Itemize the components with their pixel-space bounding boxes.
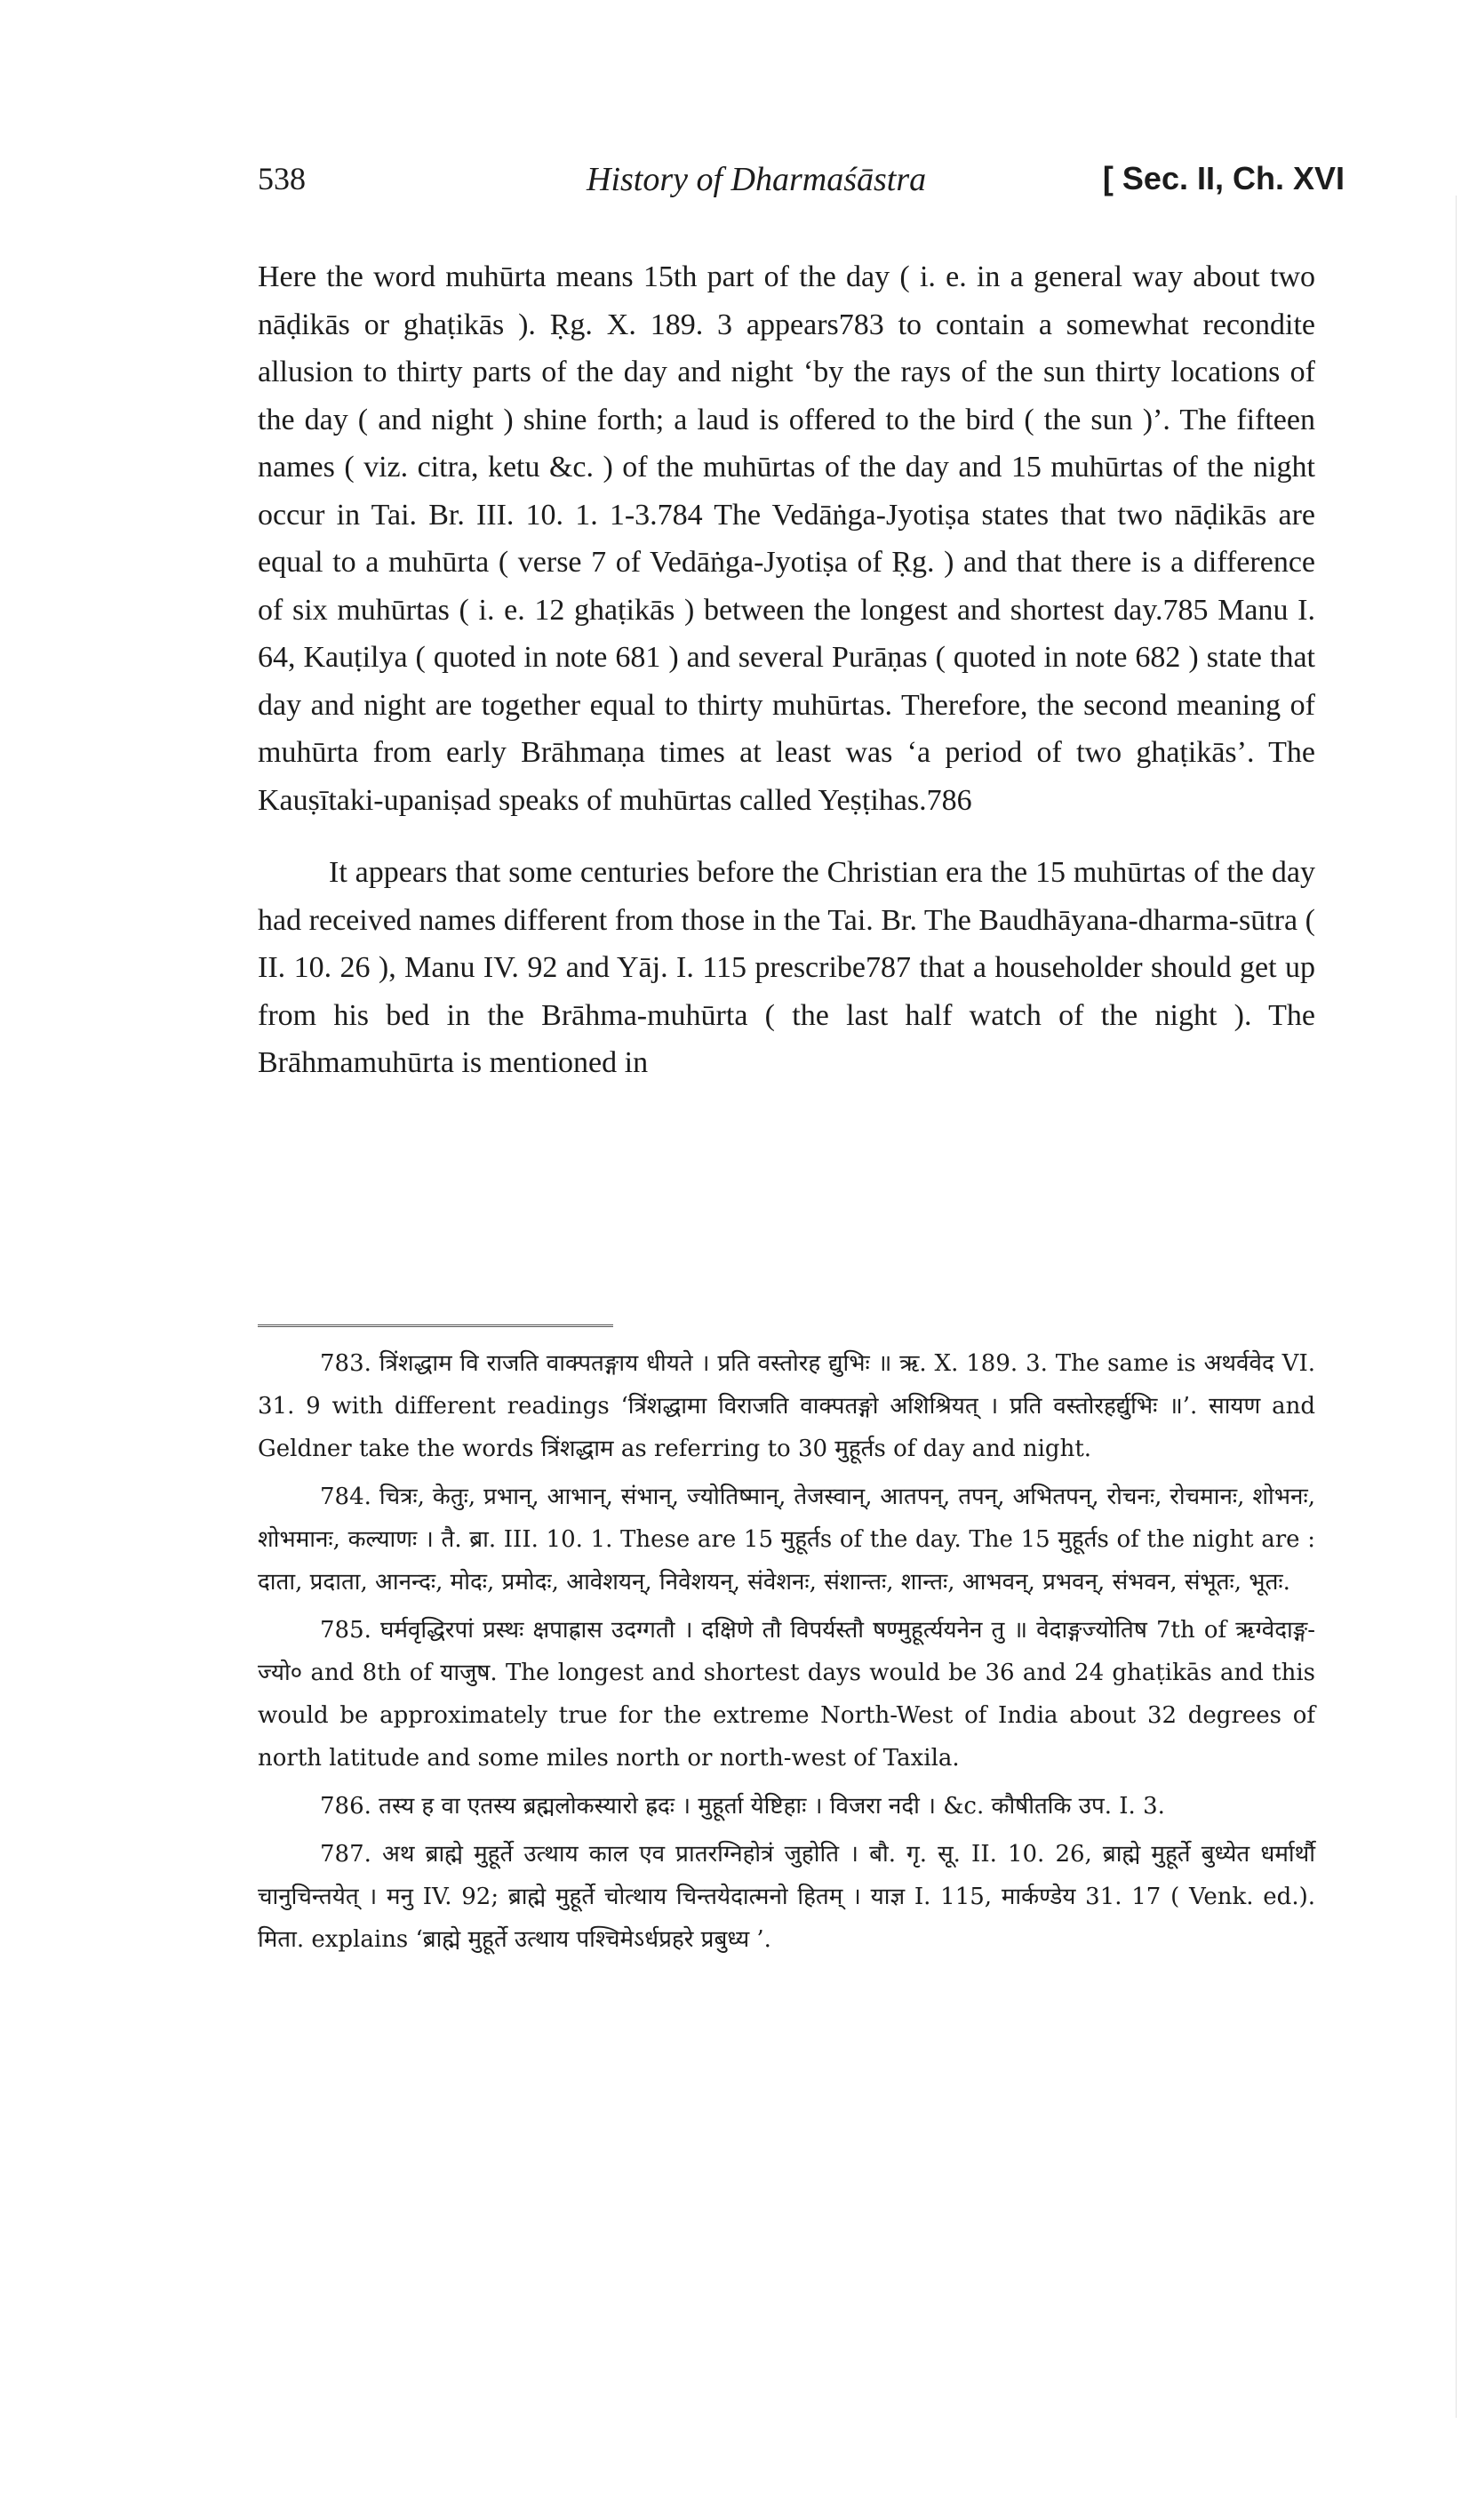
- footnote-783: 783. त्रिंशद्धाम वि राजति वाक्पतङ्गाय धीयते । प्रति वस्तोरह द्युभिः ॥ ऋ. X. 189. 3. The same is अथर्ववेद VI. 31. 9 with different readings ‘त्रिंशद्धामा विराजति वाक्पतङ्गो अशिश्रियत् । प्रति वस्तोरहर्द्युभिः ॥’. सायण and Geldner take the words त्रिंशद्धाम as referring to 30 मुहूर्तs of day and night.: [258, 1350, 1315, 1462]
- footnote-784: 784. चित्रः, केतुः, प्रभान्, आभान्, संभान्, ज्योतिष्मान्, तेजस्वान्, आतपन्, तपन्, अभितपन्, रोचनः, रोचमानः, शोभनः, शोभमानः, कल्याणः । तै. ब्रा. III. 10. 1. These are 15 मुहूर्तs of the day. The 15 मुहूर्तs of the night are : दाता, प्रदाता, आनन्दः, मोदः, प्रमोदः, आवेशयन्, निवेशयन्, संवेशनः, संशान्तः, शान्तः, आभवन्, प्रभवन्, संभवन, संभूतः, भूतः.: [258, 1484, 1315, 1596]
- section-label: [ Sec. II, Ch. XVI: [1102, 160, 1345, 196]
- running-header: [258, 160, 1345, 204]
- running-title: History of Dharmaśāstra: [587, 161, 927, 198]
- footnote-786: 786. तस्य ह वा एतस्य ब्रह्मलोकस्यारो ह्रदः । मुहूर्ता येष्टिहाः । विजरा नदी । &c. कौषीतकि उप. I. 3.: [320, 1793, 1165, 1820]
- footnotes: [258, 1342, 1315, 1966]
- main-text: [258, 253, 1315, 1087]
- footnote-rule: [258, 1324, 613, 1327]
- page-number: 538: [258, 161, 306, 196]
- body-paragraph-2: It appears that some centuries before the Christian era the 15 muhūrtas of the day had received names different from those in the Tai. Br. The Baudhāyana-dharma-sūtra ( II. 10. 26 ), Manu IV. 92 and Yāj. I. 115 prescribe787 that a householder should get up from his bed in the Brāhma-muhūrta ( the last half watch of the night ). The Brāhmamuhūrta is mentioned in: [258, 856, 1315, 1079]
- footnote-787: 787. अथ ब्राह्मे मुहूर्ते उत्थाय काल एव प्रातरग्निहोत्रं जुहोति । बौ. गृ. सू. II. 10. 26, ब्राह्मे मुहूर्ते बुध्येत धर्मार्थौ चानुचिन्तयेत् । मनु IV. 92; ब्राह्मे मुहूर्ते चोत्थाय चिन्तयेदात्मनो हितम् । याज्ञ I. 115, मार्कण्डेय 31. 17 ( Venk. ed.). मिता. explains ‘ब्राह्मे मुहूर्ते उत्थाय पश्चिमेऽर्धप्रहरे प्रबुध्य ’.: [258, 1841, 1315, 1953]
- footnote-785: 785. घर्मवृद्धिरपां प्रस्थः क्षपाह्रास उदग्गतौ । दक्षिणे तौ विपर्यस्तौ षण्मुहूर्त्ययनेन तु ॥ वेदाङ्गज्योतिष 7th of ऋग्वेदाङ्ग-ज्यो० and 8th of याजुष. The longest and shortest days would be 36 and 24 ghaṭikās and this would be approximately true for the extreme North-West of India about 32 degrees of north latitude and some miles north or north-west of Taxila.: [258, 1617, 1315, 1772]
- page-edge-line: [1456, 196, 1457, 2418]
- body-paragraph-1: Here the word muhūrta means 15th part of the day ( i. e. in a general way about two nāḍikās or ghaṭikās ). Ṛg. X. 189. 3 appears783 to contain a somewhat recondite allusion to thirty parts of the day and night ‘by the rays of the sun thirty locations of the day ( and night ) shine forth; a laud is offered to the bird ( the sun )’. The fifteen names ( viz. citra, ketu &c. ) of the muhūrtas of the day and 15 muhūrtas of the night occur in Tai. Br. III. 10. 1. 1-3.784 The Vedāṅga-Jyotiṣa states that two nāḍikās are equal to a muhūrta ( verse 7 of Vedāṅga-Jyotiṣa of Ṛg. ) and that there is a difference of six muhūrtas ( i. e. 12 ghaṭikās ) between the longest and shortest day.785 Manu I. 64, Kauṭilya ( quoted in note 681 ) and several Purāṇas ( quoted in note 682 ) state that day and night are together equal to thirty muhūrtas. Therefore, the second meaning of muhūrta from early Brāhmaṇa times at least was ‘a period of two ghaṭikās’. The Kauṣītaki-upaniṣad speaks of muhūrtas called Yeṣṭihas.786: [258, 260, 1315, 817]
